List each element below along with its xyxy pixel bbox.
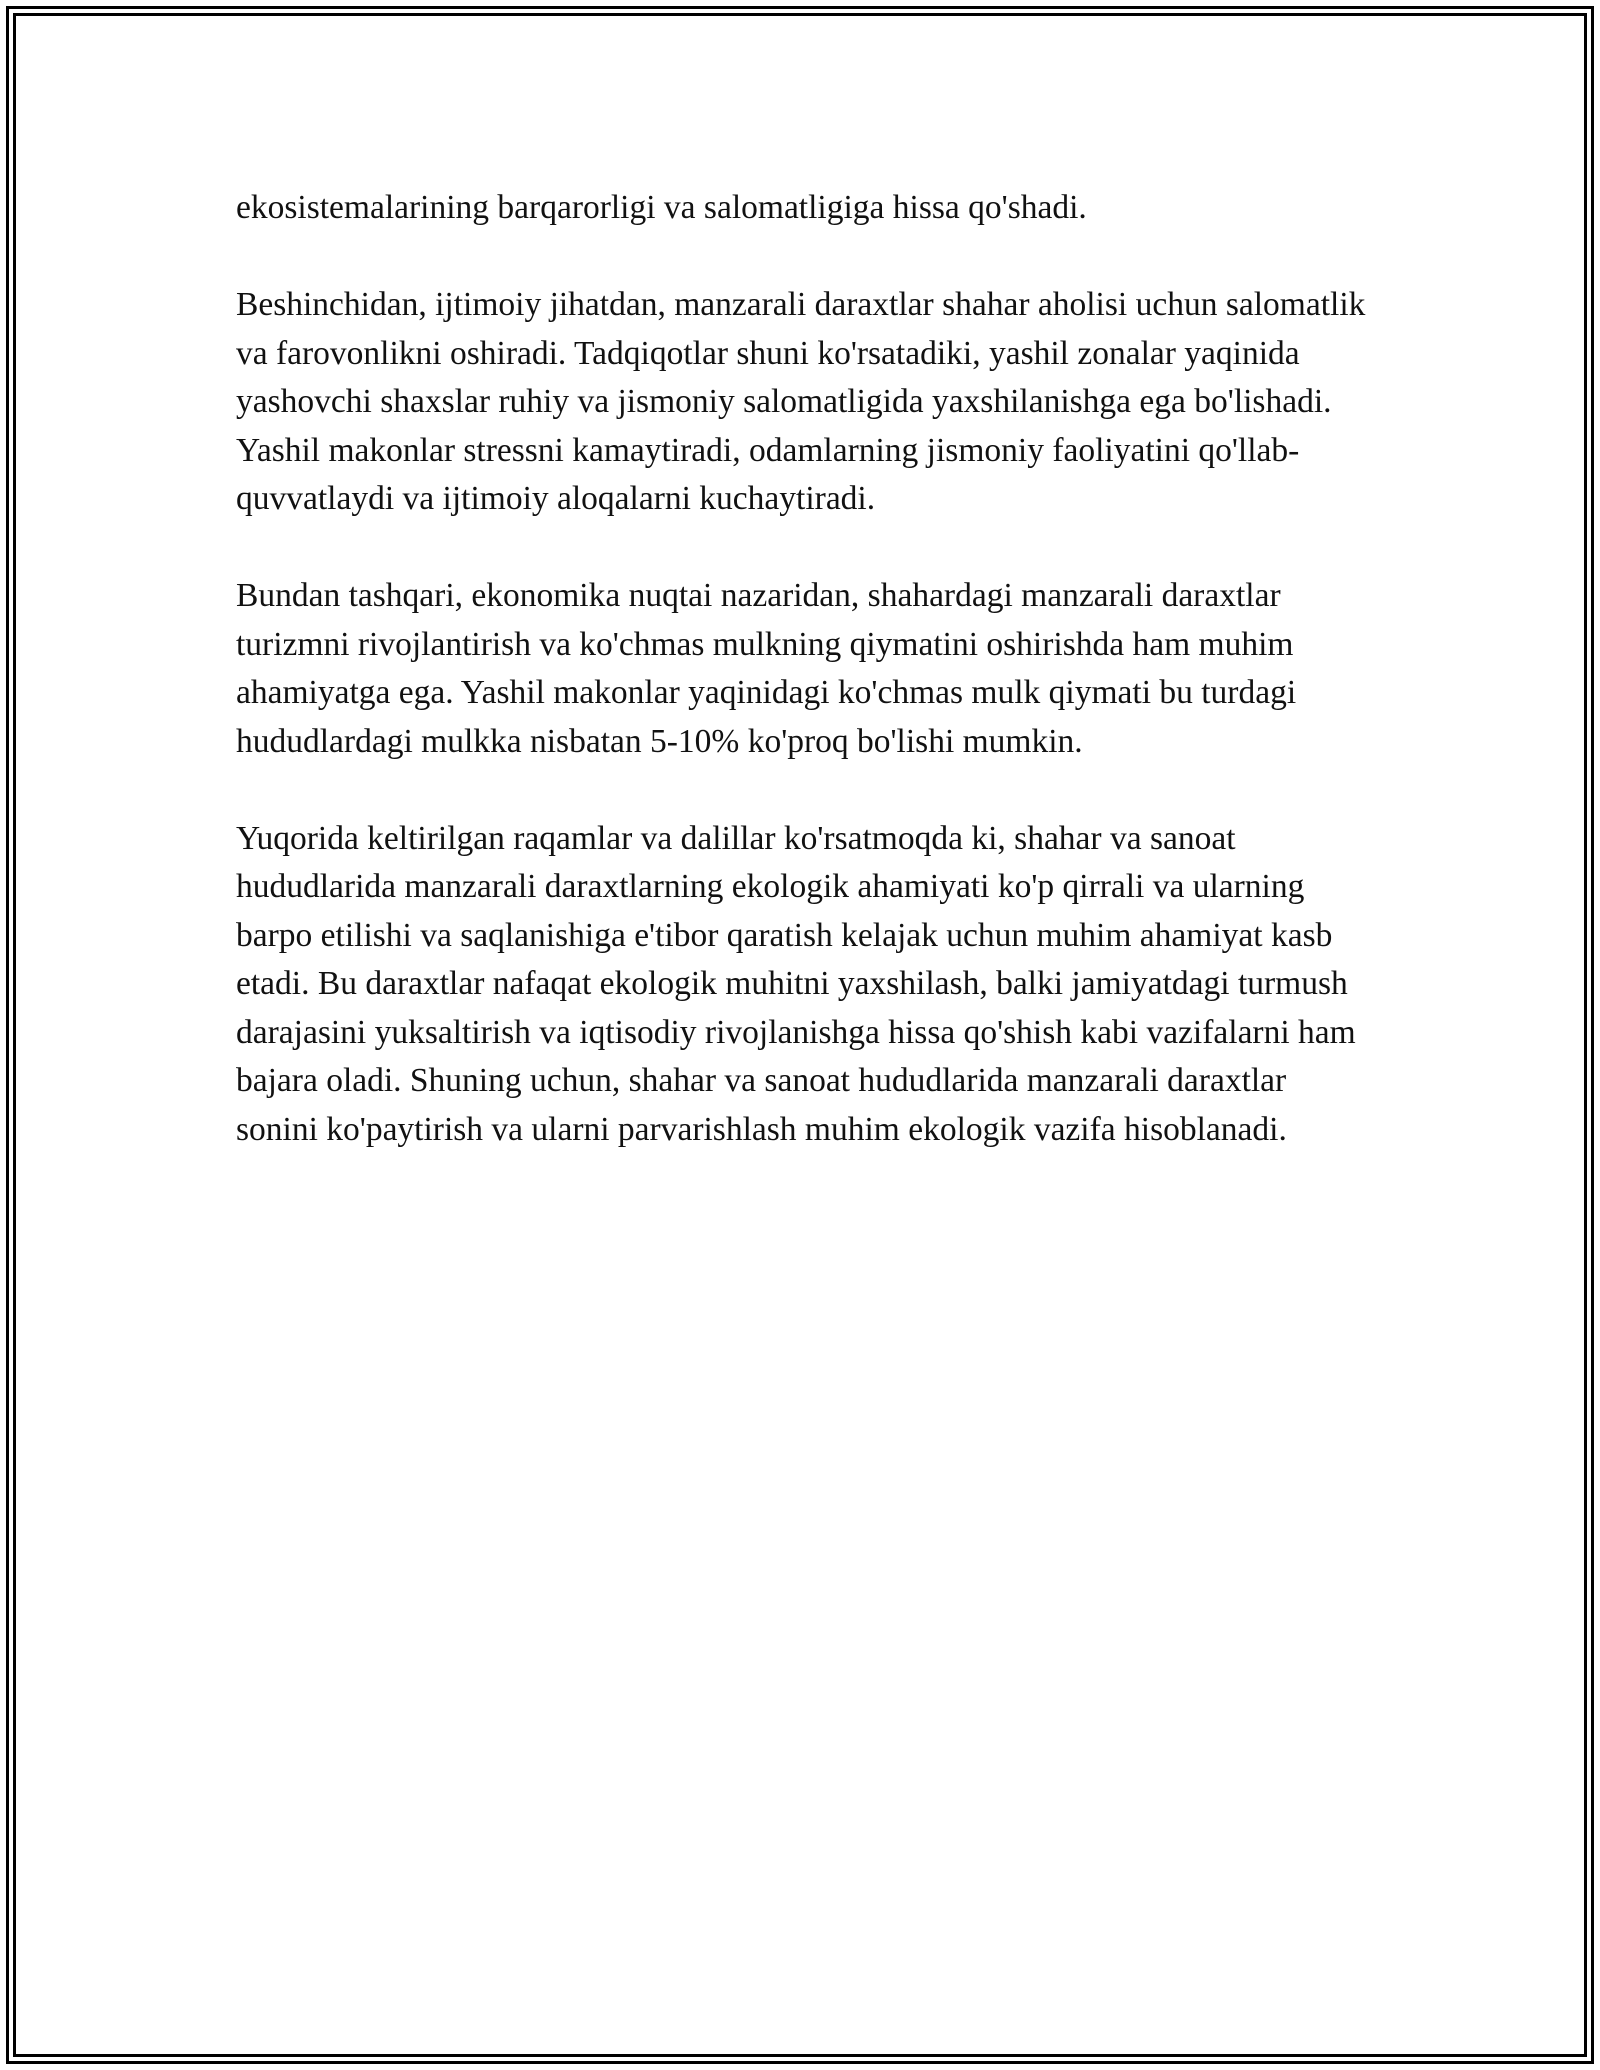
- paragraph-continuation: ekosistemalarining barqarorligi va salomatligiga hissa qo'shadi.: [236, 189, 1087, 226]
- paragraph-economic-benefits: Bundan tashqari, ekonomika nuqtai nazaridan, shahardagi manzarali daraxtlar turizmni rivojlantirish va ko'chmas mulkning qiymatini oshirishda ham muhim ahamiyatga ega. Yashil makonlar yaqinidagi ko'chmas mulk qiymati bu turdagi hududlardagi mulkka nisbatan 5-10% ko'proq bo'lishi mumkin.: [236, 577, 1297, 760]
- paragraph-conclusion: Yuqorida keltirilgan raqamlar va dalillar ko'rsatmoqda ki, shahar va sanoat hududlarida manzarali daraxtlarning ekologik ahamiyati ko'p qirrali va ularning barpo etilishi va saqlanishiga e'tibor qaratish kelajak uchun muhim ahamiyat kasb etadi. Bu daraxtlar nafaqat ekologik muhitni yaxshilash, balki jamiyatdagi turmush darajasini yuksaltirish va iqtisodiy rivojlanishga hissa qo'shish kabi vazifalarni ham bajara oladi. Shuning uchun, shahar va sanoat hududlarida manzarali daraxtlar sonini ko'paytirish va ularni parvarishlash muhim ekologik vazifa hisoblanadi.: [236, 819, 1356, 1148]
- paragraph-social-benefits: Beshinchidan, ijtimoiy jihatdan, manzarali daraxtlar shahar aholisi uchun salomatlik va farovonlikni oshiradi. Tadqiqotlar shuni ko'rsatadiki, yashil zonalar yaqinida yashovchi shaxslar ruhiy va jismoniy salomatligida yaxshilanishga ega bo'lishadi. Yashil makonlar stressni kamaytiradi, odamlarning jismoniy faoliyatini qo'llab-quvvatlaydi va ijtimoiy aloqalarni kuchaytiradi.: [236, 286, 1366, 517]
- document-body: [236, 184, 1376, 1154]
